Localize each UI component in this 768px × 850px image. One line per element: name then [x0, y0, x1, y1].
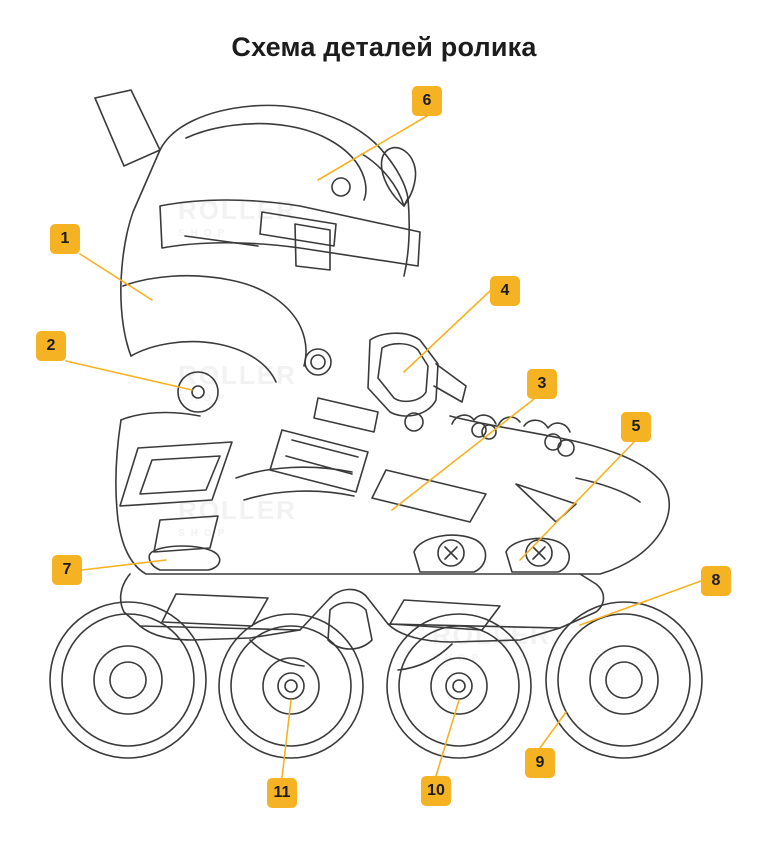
cuff-strap-tab	[95, 90, 160, 166]
screw-right-cross	[533, 547, 545, 559]
strap-tooth-knob-4	[558, 440, 574, 456]
strap-detail-line	[185, 236, 258, 246]
ankle-pivot-rivet-outer	[178, 372, 218, 412]
watermark-3: ROLLER SHOP	[178, 495, 297, 539]
callout-badge-2[interactable]: 2	[36, 331, 66, 361]
ratchet-strap-upper	[314, 398, 378, 432]
ratchet-strap-line-1	[292, 440, 358, 457]
wheel-rear-tread	[62, 614, 194, 746]
callout-badge-7[interactable]: 7	[52, 555, 82, 585]
ankle-rivet-inner	[311, 355, 325, 369]
screw-left-cross	[445, 547, 457, 559]
cuff-inner-line	[186, 124, 366, 200]
cuff-outer-top	[160, 105, 408, 206]
wheel-third-outer	[387, 614, 531, 758]
leader-line-9	[540, 712, 566, 748]
wheel-second-tread	[231, 626, 351, 746]
wheel-third-bearing	[446, 673, 472, 699]
callout-badge-11[interactable]: 11	[267, 778, 297, 808]
wheel-third-hub	[431, 658, 487, 714]
ratchet-buckle-arm	[434, 364, 466, 402]
leader-line-1	[80, 254, 152, 300]
boot-vent-left-inner	[140, 456, 220, 494]
ratchet-buckle-inner	[378, 344, 428, 402]
boot-vent-right	[516, 484, 576, 522]
wheel-front-bearing	[606, 662, 642, 698]
callout-badge-4[interactable]: 4	[490, 276, 520, 306]
upper-strap	[160, 200, 420, 266]
wheel-rear-hub	[94, 646, 162, 714]
cuff-lower-curve	[123, 276, 306, 366]
page-title: Схема деталей ролика	[231, 32, 537, 62]
watermark-2: ROLLER SHOP	[178, 360, 297, 404]
wheel-front-outer	[546, 602, 702, 758]
strap-buckle-latch	[295, 224, 330, 270]
callout-badge-6[interactable]: 6	[412, 86, 442, 116]
wheel-rear-bearing	[110, 662, 146, 698]
boot-vent-left	[120, 442, 232, 506]
boot-mid-seam-2	[244, 491, 354, 500]
frame-cutout-left	[162, 594, 268, 626]
boot-vent-mid	[372, 470, 486, 522]
ratchet-strap-line-2	[286, 456, 352, 474]
ratchet-strap-lower	[270, 430, 368, 492]
wheel-front-hub	[590, 646, 658, 714]
strap-teeth-3	[524, 420, 570, 432]
watermark-1: ROLLER SHOP	[178, 195, 297, 239]
wheel-third-tread	[399, 626, 519, 746]
ankle-pivot-rivet-inner	[192, 386, 204, 398]
wheel-third-axle	[453, 680, 465, 692]
leader-line-5	[520, 442, 634, 560]
callout-badge-9[interactable]: 9	[525, 748, 555, 778]
leader-line-2	[66, 361, 192, 390]
leader-line-6	[318, 116, 427, 180]
strap-tooth-knob-2	[482, 425, 496, 439]
callout-badge-8[interactable]: 8	[701, 566, 731, 596]
ankle-rivet-outer	[305, 349, 331, 375]
boot-outer-shell	[116, 416, 669, 574]
leader-line-4	[404, 291, 490, 372]
watermark-4: ROLLER SHOP	[432, 620, 551, 664]
boot-toe-line	[576, 478, 640, 502]
wheel-second-outer	[219, 614, 363, 758]
wheel-second-bearing	[278, 673, 304, 699]
ankle-inner-curve	[131, 342, 276, 382]
frame-upper	[121, 574, 604, 630]
strap-tooth-knob-1	[472, 423, 486, 437]
leader-line-8	[580, 581, 701, 625]
strap-teeth-1	[452, 415, 496, 424]
boot-top-left-edge	[121, 413, 200, 420]
callout-badge-1[interactable]: 1	[50, 224, 80, 254]
wheel-rear-outer	[50, 602, 206, 758]
leader-line-11	[282, 700, 291, 778]
callout-badge-3[interactable]: 3	[527, 369, 557, 399]
wheel-front-tread	[558, 614, 690, 746]
callout-badge-10[interactable]: 10	[421, 776, 451, 806]
wheel-second-axle	[285, 680, 297, 692]
frame-center-bridge	[328, 603, 372, 650]
cuff-left-edge	[121, 150, 160, 356]
cuff-rivet	[332, 178, 350, 196]
callout-badge-5[interactable]: 5	[621, 412, 651, 442]
